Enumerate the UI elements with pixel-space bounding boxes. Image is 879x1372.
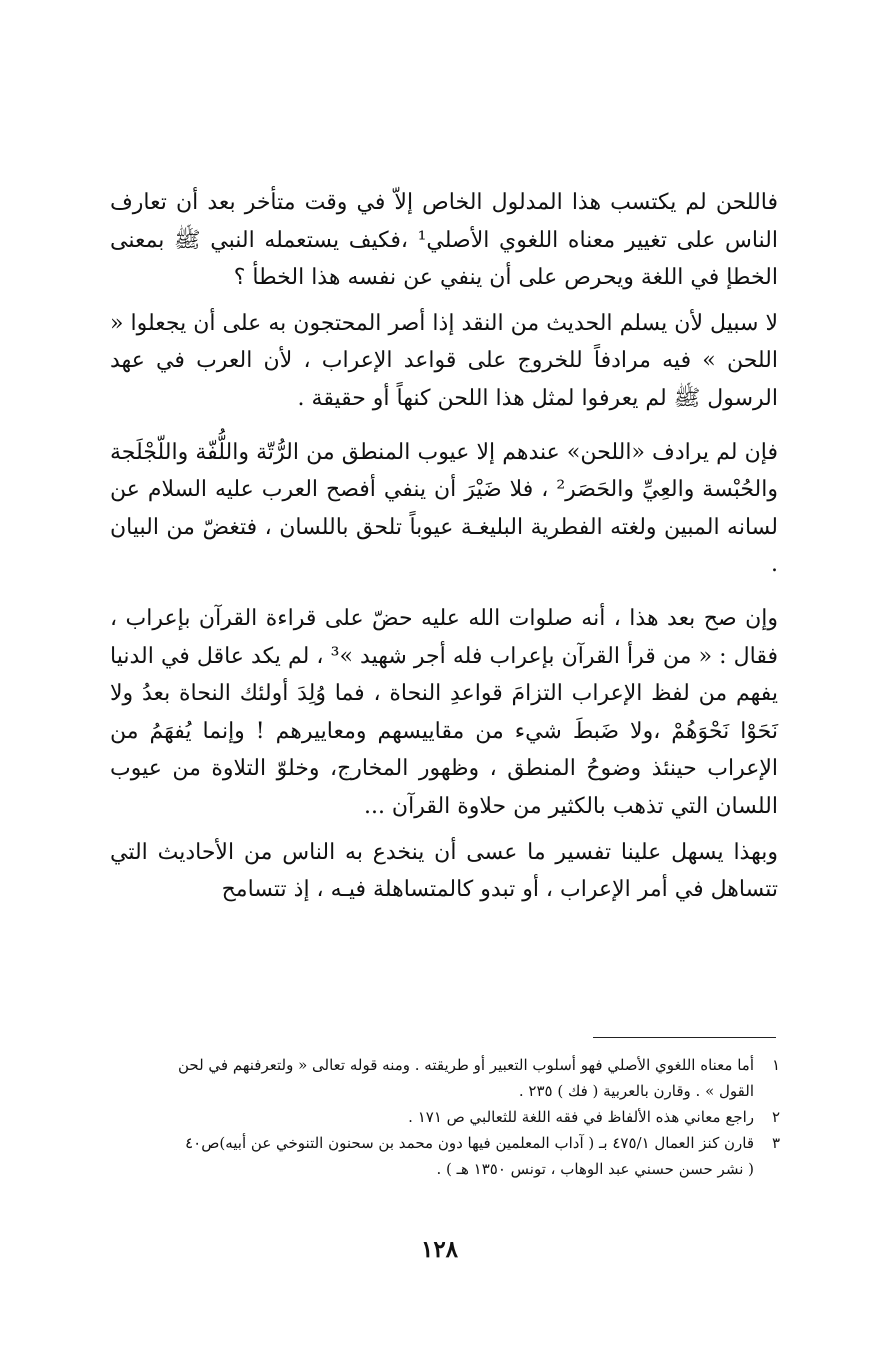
footnote-line: قارن كنز العمال ٤٧٥/١ بـ ( آداب المعلمين فيها دون محمد بن سحنون التنوخي عن أبيه)ص٤٠ xyxy=(185,1134,754,1152)
page-number: ١٢٨ xyxy=(420,1236,459,1263)
footnotes xyxy=(108,1052,780,1182)
footnote-line: ( نشر حسن حسني عبد الوهاب ، تونس ١٣٥٠ هـ ) . xyxy=(436,1160,754,1178)
footnote-line: أما معناه اللغوي الأصلي فهو أسلوب التعبير أو طريقته . ومنه قوله تعالى « ولتعرفنهم في لحن xyxy=(177,1056,754,1074)
footnote-1 xyxy=(108,1052,780,1104)
footnote-number: ٢ xyxy=(771,1108,780,1126)
footnote-line: القول » . وقارن بالعربية ( فك ) ٢٣٥ . xyxy=(518,1082,754,1100)
footnote-separator xyxy=(593,1037,776,1038)
footnote-number: ٣ xyxy=(771,1134,780,1152)
paragraph-4: وإن صح بعد هذا ، أنه صلوات الله عليه حضّ على قراءة القرآن بإعراب ، فقال : « من قرأ القرآن بإعراب فله أجر شهيد »³ ، لم يكد عاقل في الدنيا يفهم من لفظ الإعراب التزامَ قواعدِ النحاة ، فما وُلِدَ أولئك النحاة بعدُ ولا نَحَوْا نَحْوَهُمْ ،ولا ضَبطَ شيء من مقاييسهم ومعاييرهم ! وإنما يُفهَمُ من الإعراب حينئذ وضوحُ المنطق ، وظهور المخارج، وخلوّ التلاوة من عيوب اللسان التي تذهب بالكثير من حلاوة القرآن ... xyxy=(110,605,778,819)
footnote-text xyxy=(108,1052,754,1104)
footnote-text xyxy=(108,1104,754,1130)
paragraph-2: لا سبيل لأن يسلم الحديث من النقد إذا أصر المحتجون به على أن يجعلوا « اللحن » فيه مرادفاً للخروج على قواعد الإعراب ، لأن العرب في عهد الرسول ﷺ لم يعرفوا لمثل هذا اللحن كنهاً أو حقيقة . xyxy=(110,310,778,411)
footnote-text xyxy=(108,1130,754,1182)
footnote-number: ١ xyxy=(771,1056,780,1074)
paragraph-5: وبهذا يسهل علينا تفسير ما عسى أن ينخدع به الناس من الأحاديث التي تتساهل في أمر الإعراب ، أو تبدو كالمتساهلة فيـه ، إذ تتسامح xyxy=(110,839,778,903)
footnote-3 xyxy=(108,1130,780,1182)
footnote-line: راجع معاني هذه الألفاظ في فقه اللغة للثعالبي ص ١٧١ . xyxy=(408,1108,754,1126)
footnote-2 xyxy=(108,1104,780,1130)
body-text xyxy=(110,184,778,909)
paragraph-1: فاللحن لم يكتسب هذا المدلول الخاص إلاّ في وقت متأخر بعد أن تعارف الناس على تغيير معناه اللغوي الأصلي¹ ،فكيف يستعمله النبي ﷺ بمعنى الخطإ في اللغة ويحرص على أن ينفي عن نفسه هذا الخطأ ؟ xyxy=(110,190,778,291)
paragraph-3: فإن لم يرادف «اللحن» عندهم إلا عيوب المنطق من الرُّتّة واللُّفّة واللّجْلَجة والحُبْسة والعِيِّ والحَصَر² ، فلا ضَيْرَ أن ينفي أفصح العرب عليه السلام عن لسانه المبين ولغته الفطرية البليغـة عيوباً تلحق باللسان ، فتغضّ من البيان . xyxy=(110,439,778,578)
